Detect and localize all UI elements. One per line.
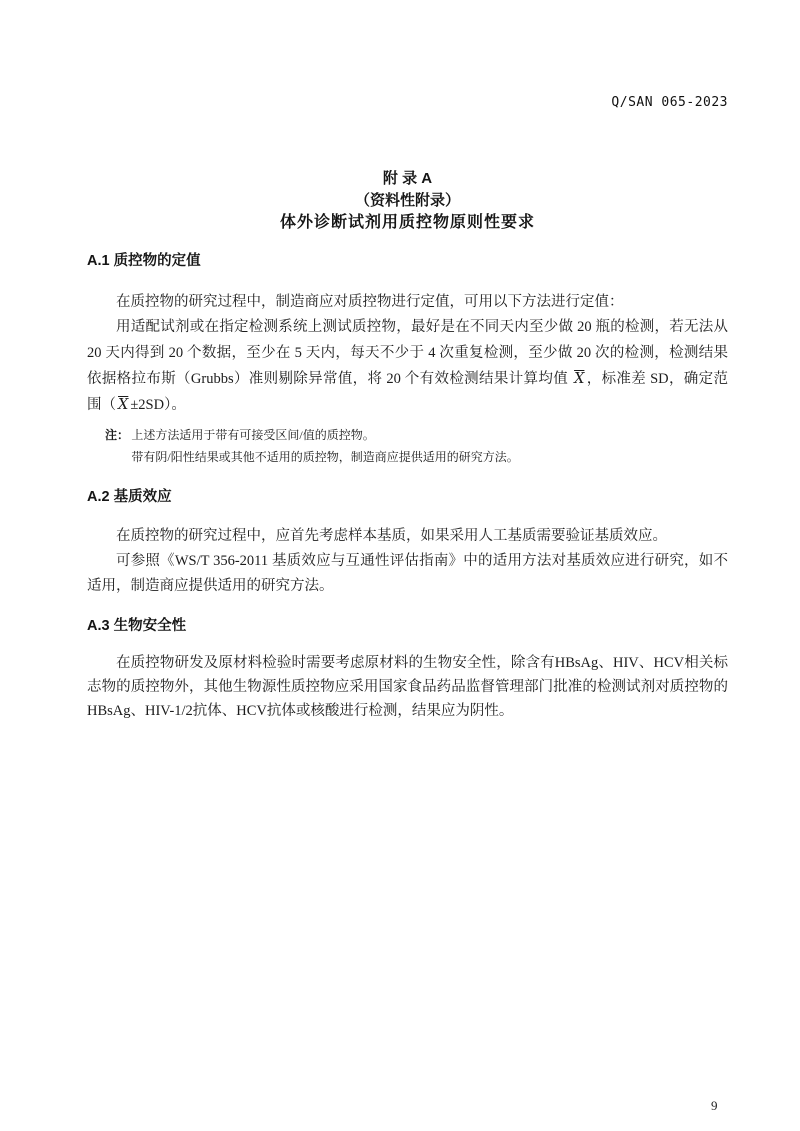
appendix-type: （资料性附录） bbox=[354, 192, 460, 209]
xbar-mean-symbol: $\overline{X}$ bbox=[574, 371, 585, 387]
page-number: 9 bbox=[711, 1098, 718, 1113]
section-a2-heading: A.2 基质效应 bbox=[87, 489, 172, 505]
para2-text-3: ±2SD）。 bbox=[130, 397, 186, 413]
appendix-name: 体外诊断试剂用质控物原则性要求 bbox=[279, 214, 535, 231]
section-a3-heading: A.3 生物安全性 bbox=[87, 618, 187, 634]
section-a2-para2: 可参照《WS/T 356-2011 基质效应与互通性评估指南》中的适用方法对基质效应进行研究，如不适用，制造商应提供适用的研究方法。 bbox=[87, 553, 728, 594]
xbar-mean-symbol: $\overline{X}$ bbox=[118, 397, 129, 413]
para2-text-2: ，标准差 SD，确定范围（ bbox=[87, 371, 728, 413]
section-a2-para1: 在质控物的研究过程中，应首先考虑样本基质，如果采用人工基质需要验证基质效应。 bbox=[116, 528, 667, 544]
section-a1-heading: A.1 质控物的定值 bbox=[87, 253, 201, 269]
note-line-1: 上述方法适用于带有可接受区间/值的质控物。 bbox=[131, 428, 375, 442]
page-content bbox=[87, 168, 728, 723]
section-a1-para1: 在质控物的研究过程中，制造商应对质控物进行定值，可用以下方法进行定值： bbox=[116, 294, 624, 310]
note-line-2: 带有阴/阳性结果或其他不适用的质控物，制造商应提供适用的研究方法。 bbox=[131, 450, 519, 464]
section-a1-note bbox=[105, 424, 728, 468]
appendix-title: 附 录 A bbox=[382, 170, 433, 187]
note-label: 注： bbox=[105, 428, 130, 442]
section-a3-para1: 在质控物研发及原材料检验时需要考虑原材料的生物安全性，除含有HBsAg、HIV、HCV相关标志物的质控物外，其他生物源性质控物应采用国家食品药品监督管理部门批准的检测试剂对质控物的HBsAg、HIV-1/2抗体、HCV抗体或核酸进行检测，结果应为阴性。 bbox=[87, 655, 728, 719]
doc-number: Q/SAN 065-2023 bbox=[611, 95, 728, 110]
para2-text-1: 用适配试剂或在指定检测系统上测试质控物，最好是在不同天内至少做 20 瓶的检测，若无法从 20 天内得到 20 个数据，至少在 5 天内，每天不少于 4 次重复检测，至少做 20 次的检测，检测结果依据格拉布斯（Grubbs）准则剔除异常值，将 20 个有效检测结果计算均值 bbox=[87, 319, 728, 387]
section-a1-para2 bbox=[87, 314, 728, 418]
